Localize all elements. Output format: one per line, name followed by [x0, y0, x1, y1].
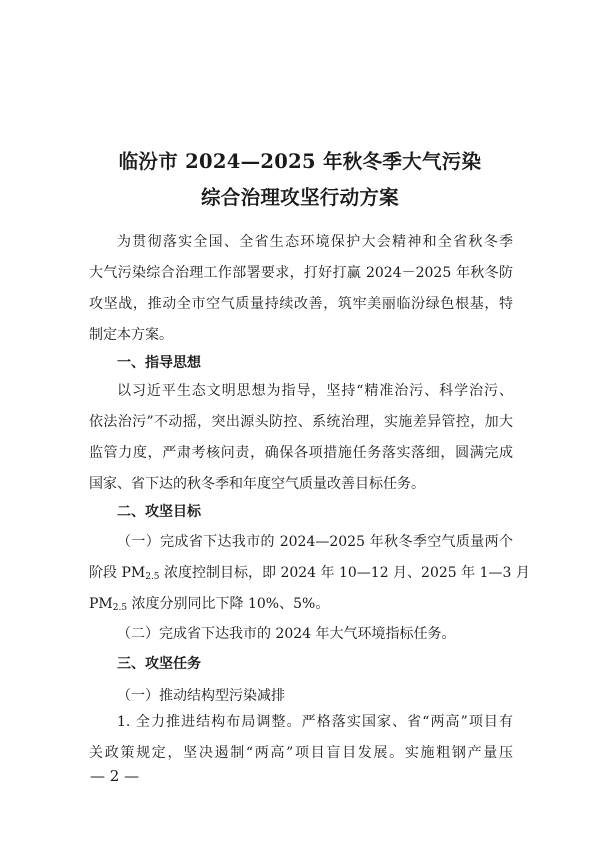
goal-1-pm-prefix: PM — [89, 596, 113, 612]
section-1-line: 依法治污”不动摇，突出源头防控、系统治理，实施差异管控，加大 — [89, 414, 513, 430]
pm-subscript: 2.5 — [145, 572, 160, 582]
intro-line: 为贯彻落实全国、全省生态环境保护大会精神和全省秋冬季 — [117, 234, 513, 250]
goal-1-line: （一）完成省下达我市的 2024—2025 年秋冬季空气质量两个 — [117, 534, 513, 550]
page-number: — 2 — — [90, 767, 140, 785]
intro-line: 攻坚战，推动全市空气质量持续改善，筑牢美丽临汾绿色根基，特 — [89, 296, 513, 312]
document-title-line-2: 综合治理攻坚行动方案 — [200, 186, 399, 209]
task-1-heading: （一）推动结构型污染减排 — [117, 688, 285, 704]
goal-1-pm-prefix: 阶段 PM — [89, 565, 146, 581]
section-2-heading: 二、攻坚目标 — [117, 504, 201, 520]
section-1-line: 以习近平生态文明思想为指导，坚持“精准治污、科学治污、 — [117, 383, 513, 399]
goal-1-line — [89, 589, 513, 620]
goal-1-line-3-text: 浓度分别同比下降 10%、5%。 — [127, 596, 330, 612]
intro-line: 大气污染综合治理工作部署要求，打好打赢 2024－2025 年秋冬防 — [89, 265, 513, 281]
intro-paragraph — [89, 227, 513, 351]
section-1-line: 国家、省下达的秋冬季和年度空气质量改善目标任务。 — [89, 476, 425, 492]
intro-line: 制定本方案。 — [89, 327, 173, 343]
document-title-line-1: 临汾市 2024—2025 年秋冬季大气污染 — [118, 150, 482, 173]
task-1-line: 关政策规定，坚决遏制“两高”项目盲目发展。实施粗钢产量压 — [89, 745, 513, 761]
goal-1-line — [89, 558, 530, 589]
goal-2-line: （二）完成省下达我市的 2024 年大气环境指标任务。 — [117, 626, 456, 642]
section-1-heading: 一、指导思想 — [117, 355, 201, 371]
task-1-line: 1. 全力推进结构布局调整。严格落实国家、省“两高”项目有 — [117, 714, 513, 730]
section-1-paragraph — [89, 376, 513, 500]
section-1-line: 监管力度，严肃考核问责，确保各项措施任务落实落细，圆满完成 — [89, 445, 513, 461]
goal-1-paragraph — [89, 527, 530, 620]
pm-subscript: 2.5 — [112, 603, 128, 613]
goal-1-line-2-text: 浓度控制目标，即 2024 年 10—12 月、2025 年 1—3 月 — [159, 565, 530, 581]
section-3-heading: 三、攻坚任务 — [117, 656, 201, 672]
task-1-paragraph — [89, 707, 513, 769]
